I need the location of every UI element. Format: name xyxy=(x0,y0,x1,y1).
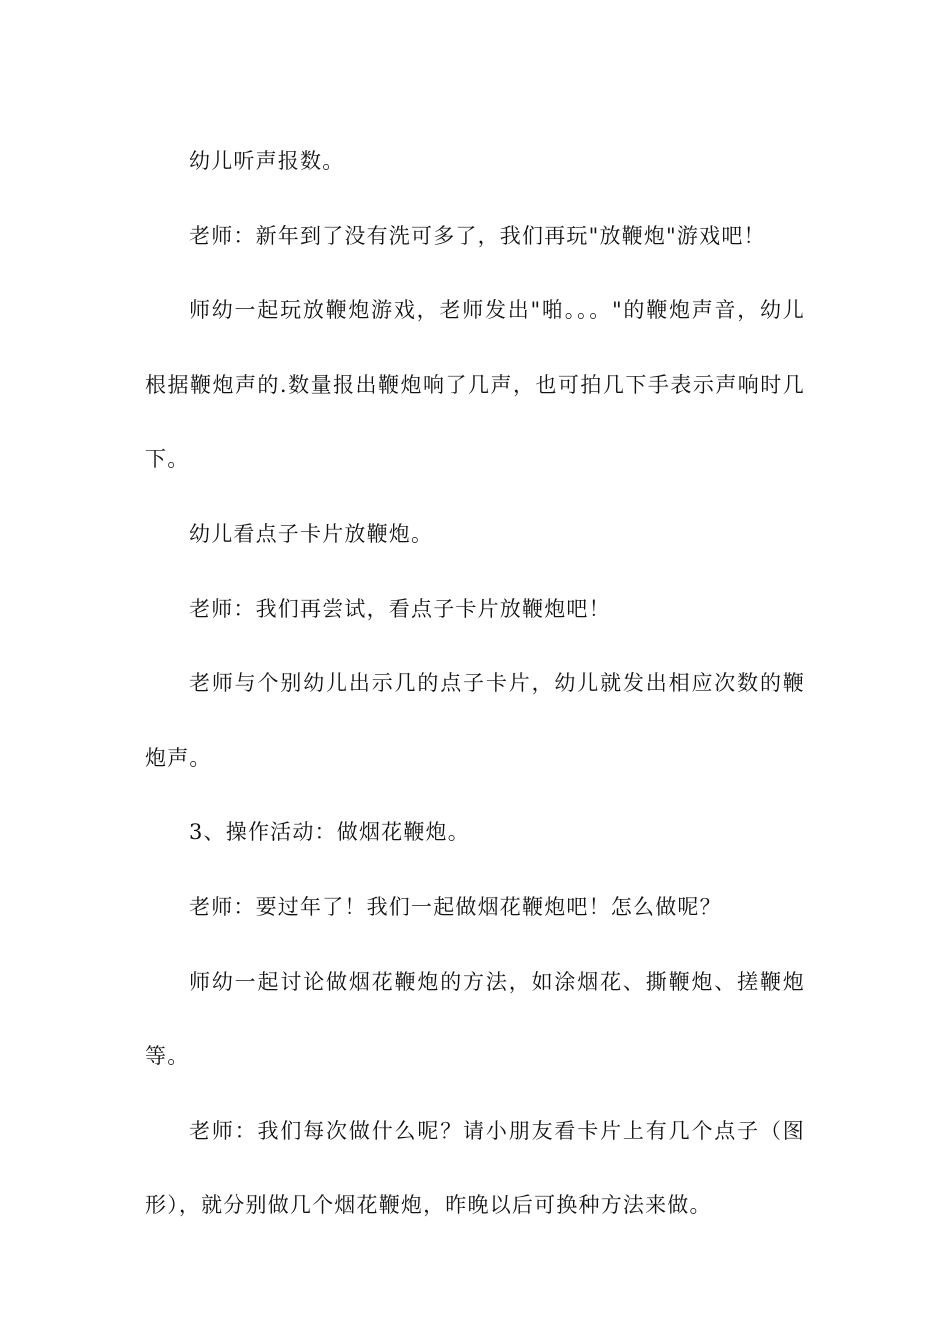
paragraph-9: 师幼一起讨论做烟花鞭炮的方法，如涂烟花、撕鞭炮、搓鞭炮等。 xyxy=(145,969,805,1069)
paragraph-5: 老师：我们再尝试，看点子卡片放鞭炮吧！ xyxy=(189,596,611,621)
paragraph-10: 老师：我们每次做什么呢？请小朋友看卡片上有几个点子（图形），就分别做几个烟花鞭炮，昨晚以后可换种方法来做。 xyxy=(145,1118,805,1218)
paragraph-8: 老师：要过年了！我们一起做烟花鞭炮吧！怎么做呢？ xyxy=(189,894,722,919)
paragraph-1: 幼儿听声报数。 xyxy=(189,149,345,173)
paragraph-7: 3、操作活动：做烟花鞭炮。 xyxy=(189,820,470,845)
paragraph-3: 师幼一起玩放鞭炮游戏，老师发出"啪。。。"的鞭炮声音，幼儿根据鞭炮声的.数量报出鞭炮响了几声，也可拍几下手表示声响时几下。 xyxy=(145,298,805,472)
paragraph-4: 幼儿看点子卡片放鞭炮。 xyxy=(189,521,434,546)
paragraph-6: 老师与个别幼儿出示几的点子卡片，幼儿就发出相应次数的鞭炮声。 xyxy=(145,671,805,770)
paragraph-2: 老师：新年到了没有洗可多了，我们再玩"放鞭炮"游戏吧！ xyxy=(189,223,766,248)
document-body xyxy=(145,124,805,1243)
